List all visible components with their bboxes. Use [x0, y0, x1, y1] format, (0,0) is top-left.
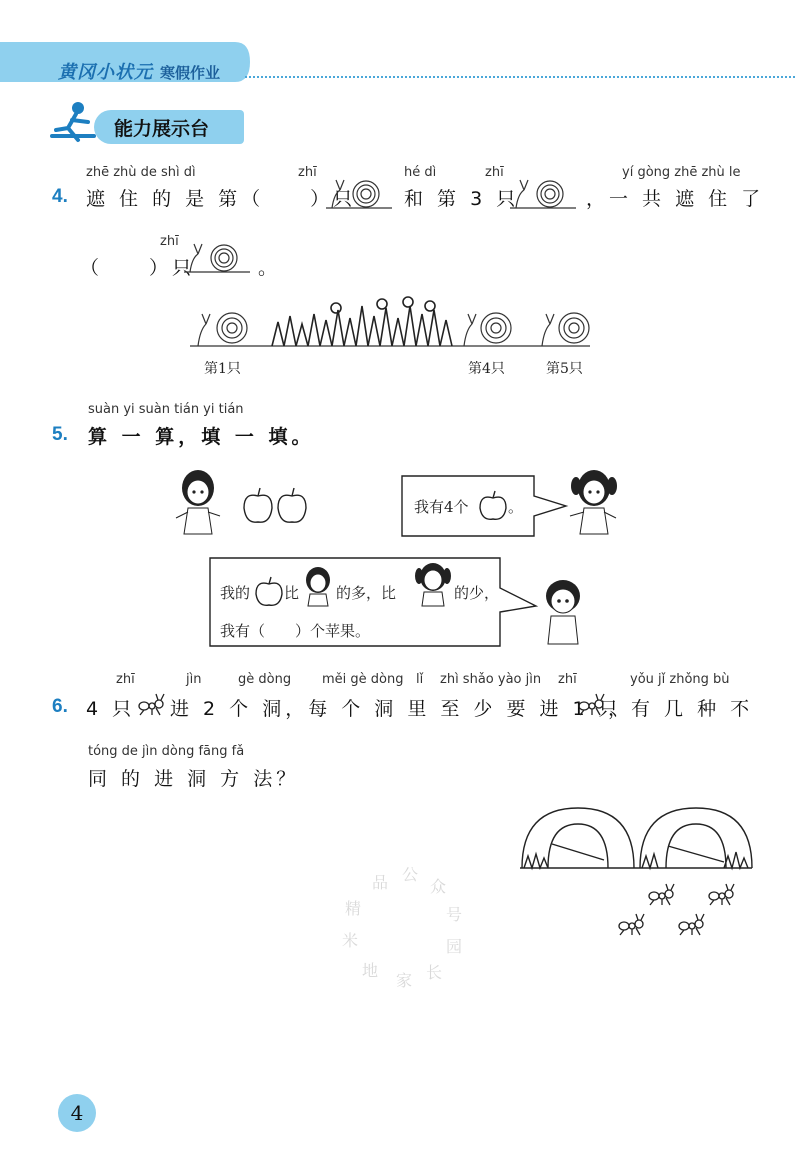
- section-title: 能力展示台: [114, 118, 210, 140]
- watermark-char: 长: [426, 963, 443, 982]
- bubble2-text-2: 比: [284, 584, 300, 602]
- watermark-char: 精: [345, 899, 362, 918]
- q4-number: 4.: [52, 186, 68, 207]
- q6-line2-text: 同 的 进 洞 方 法？: [88, 768, 300, 790]
- watermark-char: 家: [396, 971, 413, 990]
- q6-text-1: 4 只: [86, 698, 136, 720]
- girl-character-icon: [566, 468, 622, 540]
- q6-pinyin-7: zhī: [558, 672, 577, 687]
- q4-pinyin-2: zhī: [298, 165, 317, 180]
- q6-line2-pinyin: tóng de jìn dòng fāng fǎ: [88, 744, 245, 759]
- brand-logo-text: 黄冈小状元: [58, 62, 153, 83]
- q6-text-2: 进 2 个 洞，每 个 洞 里 至 少 要 进 1 只: [170, 698, 622, 720]
- watermark-char: 园: [446, 937, 463, 956]
- ants-group-illustration: [612, 880, 752, 942]
- q4-line2-pinyin: zhī: [160, 234, 179, 249]
- q4-line2-end: 。: [258, 257, 282, 279]
- girl-face-icon: [412, 562, 454, 608]
- caves-illustration: [518, 800, 754, 874]
- q6-pinyin-3: gè dòng: [238, 672, 292, 687]
- ant-icon: [136, 692, 166, 716]
- label-first: 第1只: [204, 361, 241, 377]
- boy-character-icon: [538, 578, 588, 648]
- watermark-char: 地: [362, 961, 379, 980]
- q4-text-2: 和 第 3 只: [404, 188, 520, 210]
- page-number: 4: [58, 1094, 96, 1132]
- q5-pinyin: suàn yi suàn tián yi tián: [88, 402, 244, 417]
- watermark-char: 号: [446, 905, 463, 924]
- girl-character-icon: [172, 468, 224, 540]
- q4-pinyin-1: zhē zhù de shì dì: [86, 165, 196, 180]
- watermark-char: 公: [402, 865, 419, 884]
- q6-pinyin-2: jìn: [186, 672, 202, 687]
- watermark-char: 众: [430, 877, 447, 896]
- bubble2-line2: 我有（ ）个苹果。: [220, 622, 371, 640]
- header-dotted-line: [245, 76, 795, 78]
- q6-pinyin-4: měi gè dòng: [322, 672, 404, 687]
- q6-text-3: ，有 几 种 不: [608, 698, 754, 720]
- watermark-char: 米: [342, 931, 359, 950]
- apple-icon: [254, 576, 284, 608]
- snail-icon: [180, 240, 254, 276]
- q4-text-3: ，一 共 遮 住 了: [586, 188, 765, 210]
- bubble1-end: 。: [508, 498, 524, 516]
- snail-icon: [322, 176, 396, 212]
- label-fifth: 第5只: [546, 361, 583, 377]
- watermark-char: 品: [372, 873, 389, 892]
- q6-pinyin-1: zhī: [116, 672, 135, 687]
- q6-pinyin-6: zhì shǎo yào jìn: [440, 672, 542, 687]
- apple-icon: [478, 490, 508, 522]
- label-fourth: 第4只: [468, 361, 505, 377]
- bubble2-text-1: 我的: [220, 584, 251, 602]
- q4-pinyin-3: hé dì: [404, 165, 437, 180]
- girl-face-icon: [300, 566, 336, 608]
- snail-row-illustration: [186, 296, 596, 352]
- ant-icon: [576, 692, 606, 716]
- bubble2-text-4: 的少，: [454, 584, 500, 602]
- q6-pinyin-8: yǒu jǐ zhǒng bù: [630, 672, 730, 687]
- runner-icon: [48, 100, 98, 146]
- bubble1-text: 我有4个: [414, 498, 469, 516]
- header-subtitle: 寒假作业: [160, 64, 221, 82]
- q6-pinyin-5: lǐ: [416, 672, 424, 687]
- q4-pinyin-4: zhī: [485, 165, 504, 180]
- q6-number: 6.: [52, 696, 68, 717]
- q4-line2-text: （ ）只: [80, 257, 196, 279]
- q5-number: 5.: [52, 424, 68, 445]
- q5-text: 算 一 算，填 一 填。: [88, 426, 315, 448]
- bubble2-text-3: 的多，比: [336, 584, 397, 602]
- q4-pinyin-5: yí gòng zhē zhù le: [622, 165, 741, 180]
- q4-text-1: 遮 住 的 是 第（ ）只: [86, 188, 357, 210]
- apple-icon: [240, 486, 310, 526]
- snail-icon: [506, 176, 580, 212]
